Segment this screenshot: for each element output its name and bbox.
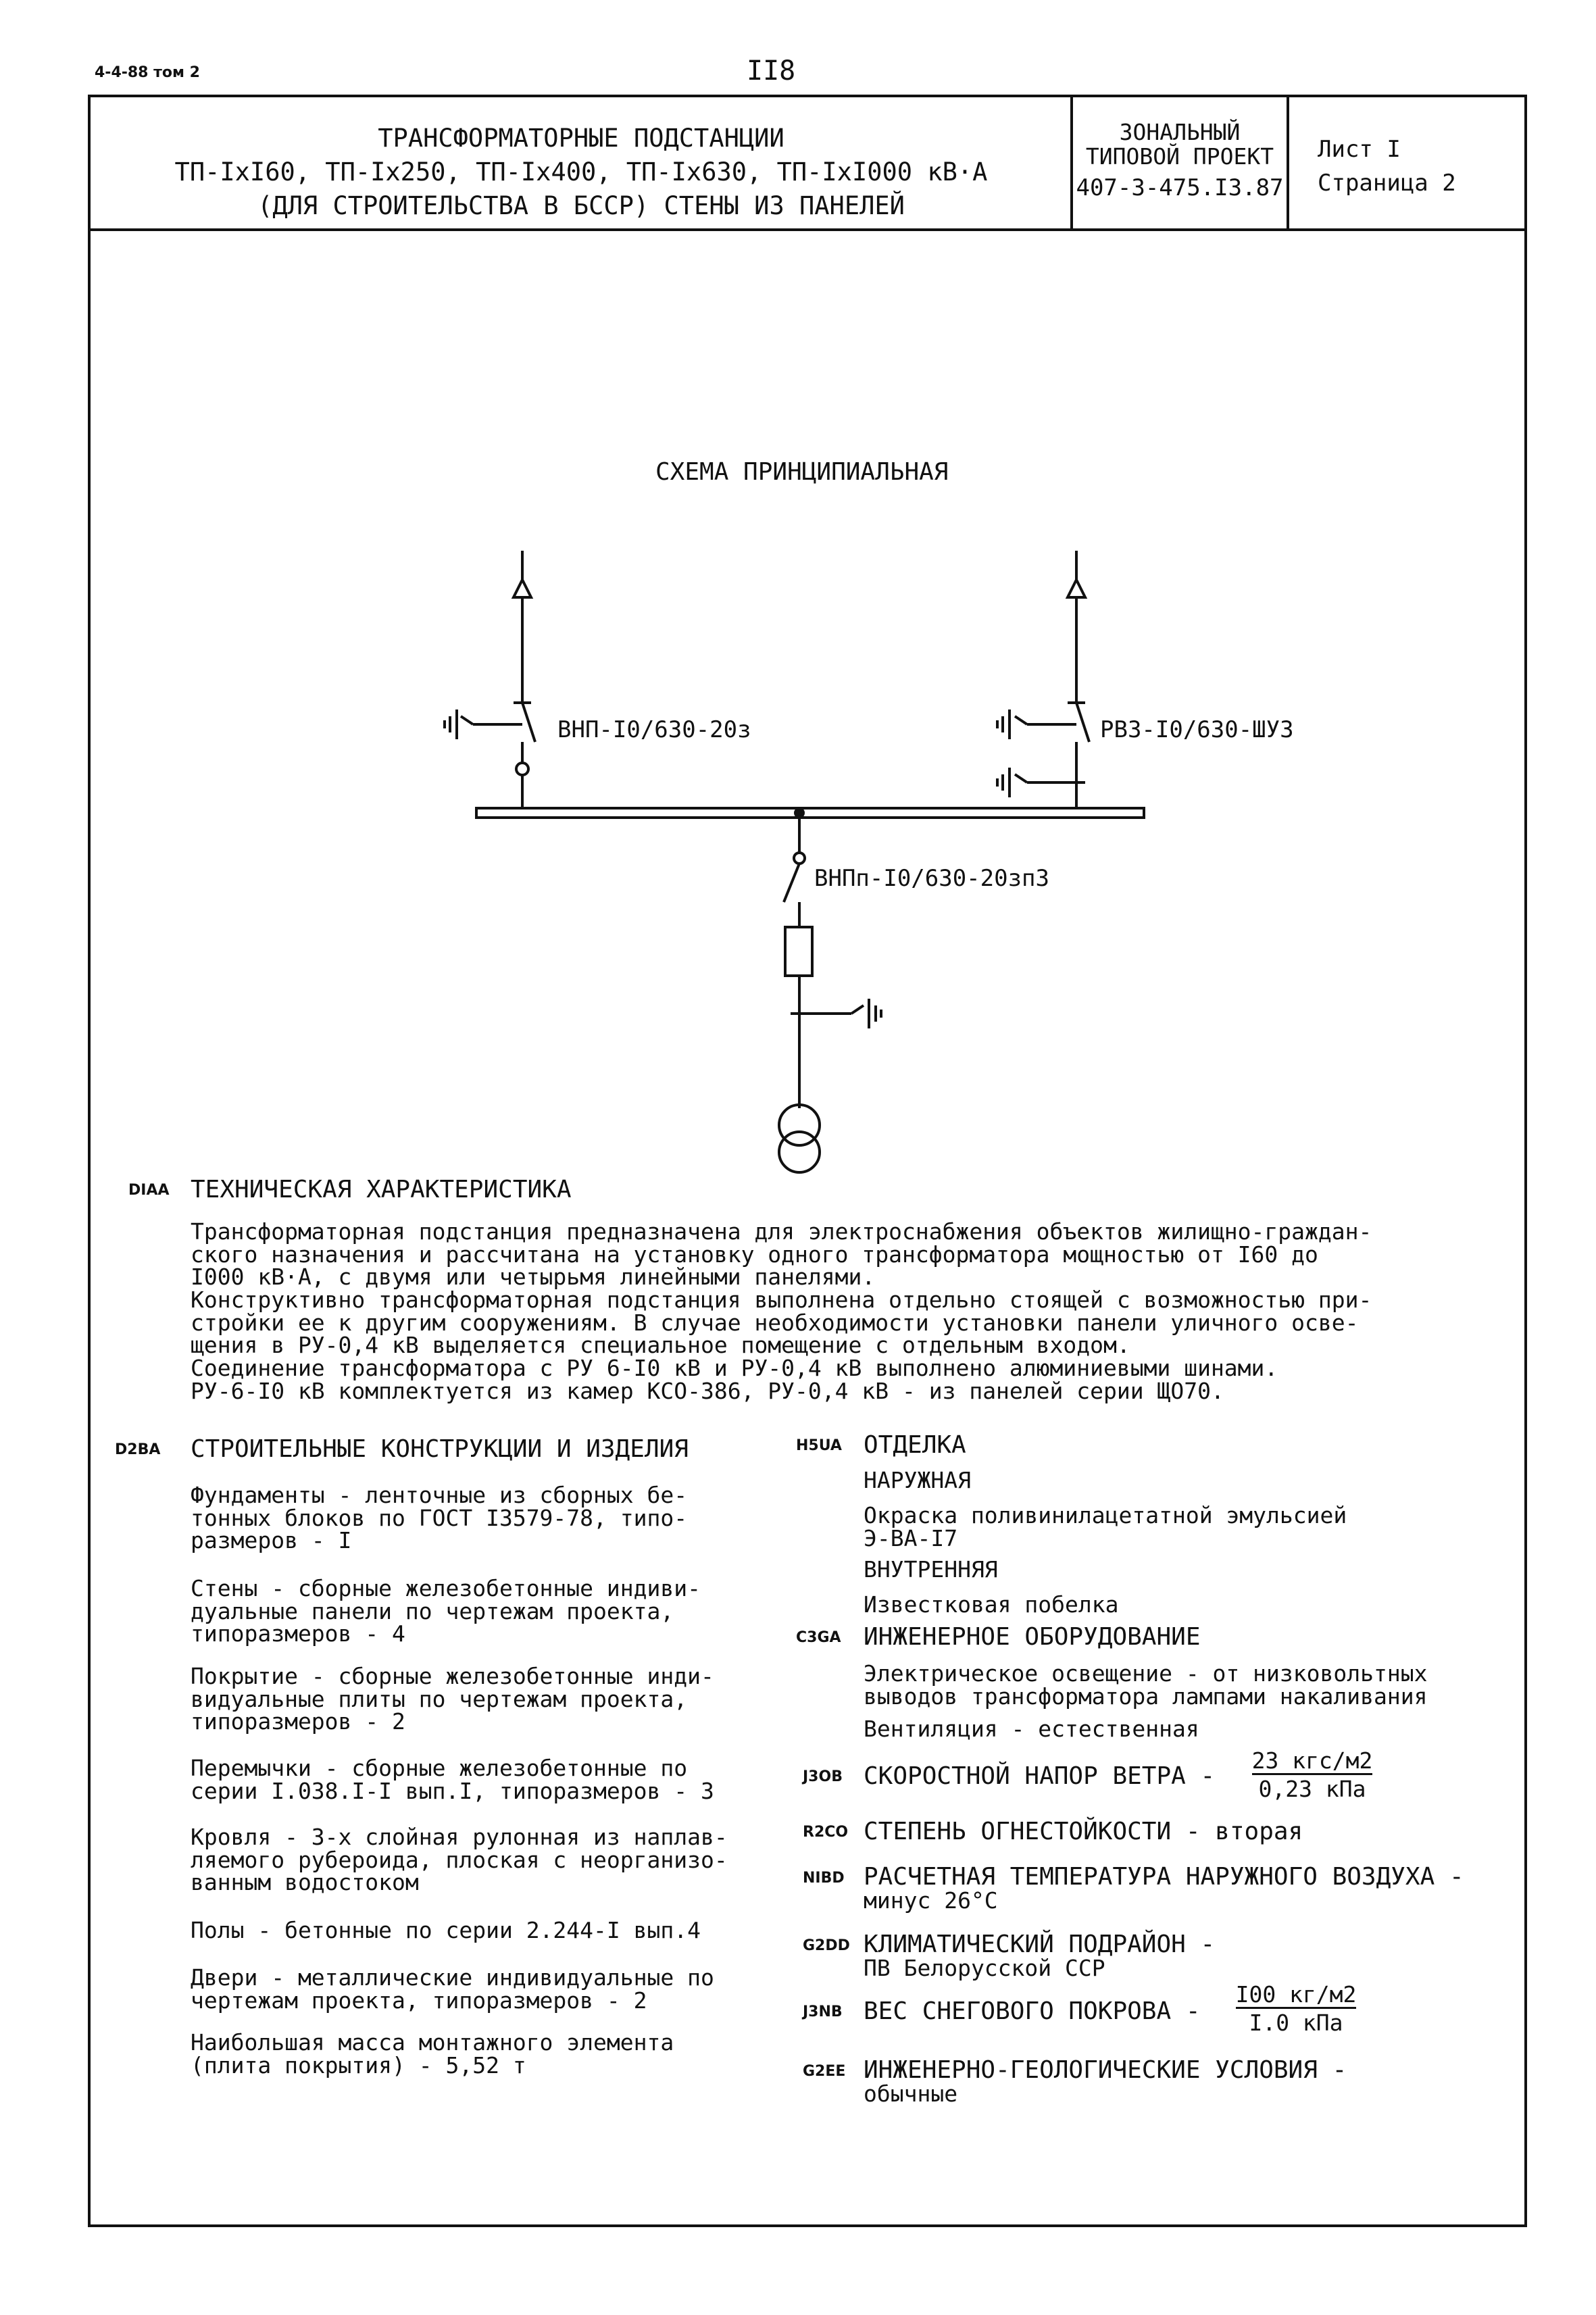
finish-heading: ОТДЕЛКА: [864, 1431, 966, 1459]
temp-code: NIBD: [803, 1870, 845, 1887]
construct-line: ляемого рубероида, плоская с неорганизо-: [191, 1846, 728, 1873]
tech-heading: ТЕХНИЧЕСКАЯ ХАРАКТЕРИСТИКА: [191, 1176, 572, 1203]
construct-line: типоразмеров - 4: [191, 1620, 405, 1647]
right-feeder: [997, 551, 1089, 808]
project-code: 407-3-475.I3.87: [1076, 174, 1284, 201]
construct-item-roofing: [191, 1826, 799, 1894]
snow-numerator: I00 кг/м2: [1236, 1983, 1357, 2009]
finish-code: H5UA: [796, 1437, 842, 1454]
construct-item-doors: [191, 1966, 799, 2012]
snow-value: [1228, 1983, 1364, 2035]
geo-line: обычные: [864, 2081, 958, 2107]
construct-line: Наибольшая масса монтажного элемента: [191, 2029, 674, 2056]
construct-line: Полы - бетонные по серии 2.244-I вып.4: [191, 1917, 701, 1943]
title-line-1: ТРАНСФОРМАТОРНЫЕ ПОДСТАНЦИИ: [378, 124, 784, 153]
fire-code: R2CO: [803, 1824, 849, 1841]
label-right-switch: РВЗ-I0/630-ШУЗ: [1100, 716, 1294, 743]
left-switch-blade: [522, 703, 535, 742]
label-left-switch: ВНП-I0/630-20з: [557, 716, 751, 743]
construct-line: серии I.038.I-I вып.I, типоразмеров - 3: [191, 1777, 714, 1804]
geo-code: G2EE: [803, 2063, 846, 2080]
construct-heading: СТРОИТЕЛЬНЫЕ КОНСТРУКЦИИ И ИЗДЕЛИЯ: [191, 1435, 689, 1463]
tech-line: Трансформаторная подстанция предназначена для электроснабжения объектов жилищно-граждан-: [191, 1218, 1372, 1245]
project-line-1: ЗОНАЛЬНЫЙ: [1119, 119, 1241, 145]
right-arrow-icon: [1068, 580, 1085, 597]
fire-resistance: СТЕПЕНЬ ОГНЕСТОЙКОСТИ - вторая: [864, 1818, 1303, 1845]
construct-line: типоразмеров - 2: [191, 1708, 405, 1735]
construct-code: D2BA: [115, 1441, 161, 1458]
construct-line: Стены - сборные железобетонные индиви-: [191, 1575, 701, 1601]
page-indicator: Страница 2: [1318, 170, 1456, 197]
tech-line: Соединение трансформатора с РУ 6-I0 кВ и РУ-0,4 кВ выполнено алюминиевыми шинами.: [191, 1354, 1278, 1381]
tech-code: DIAA: [128, 1182, 170, 1199]
finish-inner-text: Известковая побелка: [864, 1591, 1119, 1618]
label-bottom-switch: ВНПп-I0/630-20зпЗ: [814, 865, 1049, 892]
fuse-icon: [785, 927, 812, 976]
tech-line: щения в РУ-0,4 кВ выделяется специальное помещение с отдельным входом.: [191, 1332, 1130, 1359]
finish-outer-heading: НАРУЖНАЯ: [864, 1467, 971, 1493]
climate-line: ПВ Белорусской ССР: [864, 1955, 1105, 1981]
climate-subregion: [864, 1933, 1215, 1979]
wind-denominator: 0,23 кПа: [1258, 1776, 1366, 1803]
construct-line: тонных блоков по ГОСТ I3579-78, типо-: [191, 1504, 688, 1531]
equip-code: C3GA: [796, 1629, 841, 1646]
construct-line: Фундаменты - ленточные из сборных бе-: [191, 1482, 688, 1508]
construct-line: дуальные панели по чертежам проекта,: [191, 1597, 674, 1624]
title-line-3: (ДЛЯ СТРОИТЕЛЬСТВА В БССР) СТЕНЫ ИЗ ПАНЕЛЕЙ: [257, 191, 905, 220]
snow-label: ВЕС СНЕГОВОГО ПОКРОВА -: [864, 1997, 1201, 2025]
tech-line: стройки ее к другим сооружениям. В случае необходимости установки панели уличного осве-: [191, 1309, 1359, 1336]
left-arrow-icon: [514, 580, 531, 597]
equip-line: Электрическое освещение - от низковольтных: [864, 1660, 1428, 1687]
snow-code: J3NB: [803, 2003, 843, 2020]
tech-line: I000 кВ·А, с двумя или четырьмя линейными панелями.: [191, 1264, 876, 1291]
climate-line: КЛИМАТИЧЕСКИЙ ПОДРАЙОН -: [864, 1931, 1216, 1958]
busbar: [476, 808, 1144, 818]
construct-line: чертежам проекта, типоразмеров - 2: [191, 1987, 647, 2014]
schema-title: СХЕМА ПРИНЦИПИАЛЬНАЯ: [655, 458, 949, 486]
tech-line: РУ-6-I0 кВ комплектуется из камер КСО-386, РУ-0,4 кВ - из панелей серии ЩО70.: [191, 1377, 1224, 1404]
temp-line: РАСЧЕТНАЯ ТЕМПЕРАТУРА НАРУЖНОГО ВОЗДУХА -: [864, 1863, 1464, 1891]
wind-label: СКОРОСТНОЙ НАПОР ВЕТРА -: [864, 1762, 1216, 1790]
wind-code: J3OB: [803, 1768, 843, 1785]
construct-line: Перемычки - сборные железобетонные по: [191, 1755, 688, 1781]
tech-paragraph: [191, 1220, 1515, 1402]
construct-line: Двери - металлические индивидуальные по: [191, 1964, 714, 1991]
equip-line: выводов трансформатора лампами накаливания: [864, 1683, 1428, 1710]
wind-value: [1245, 1749, 1380, 1801]
left-feeder: [445, 551, 535, 808]
construct-item-max-mass: [191, 2031, 799, 2076]
tech-line: Конструктивно трансформаторная подстанция выполнена отдельно стоящей с возможностью при-: [191, 1286, 1372, 1313]
construct-item-foundations: [191, 1484, 799, 1552]
climate-code: G2DD: [803, 1937, 850, 1954]
construct-item-floors: [191, 1919, 799, 1942]
transformer-winding-2-icon: [779, 1132, 820, 1172]
construct-line: Покрытие - сборные железобетонные инди-: [191, 1663, 714, 1689]
construct-line: видуальные плиты по чертежам проекта,: [191, 1685, 688, 1712]
design-temperature: [864, 1865, 1464, 1912]
finish-outer-text: [864, 1504, 1347, 1549]
construct-item-roof-slabs: [191, 1665, 799, 1733]
project-line-2: ТИПОВОЙ ПРОЕКТ: [1085, 143, 1274, 170]
equip-heading: ИНЖЕНЕРНОЕ ОБОРУДОВАНИЕ: [864, 1623, 1201, 1651]
page-number: II8: [747, 55, 796, 86]
construct-line: Кровля - 3-х слойная рулонная из наплав-: [191, 1824, 728, 1850]
construct-line: (плита покрытия) - 5,52 т: [191, 2051, 526, 2078]
volume-label: 4-4-88 том 2: [95, 64, 200, 81]
title-line-2: ТП-IxI60, ТП-Ix250, ТП-Ix400, ТП-Ix630, ТП-IxI000 кВ·А: [174, 157, 988, 186]
left-contact-icon: [516, 763, 528, 775]
finish-outer-line: Окраска поливинилацетатной эмульсией: [864, 1502, 1347, 1528]
finish-outer-line: Э-ВА-I7: [864, 1524, 958, 1551]
geo-line: ИНЖЕНЕРНО-ГЕОЛОГИЧЕСКИЕ УСЛОВИЯ -: [864, 2056, 1347, 2084]
construct-item-walls: [191, 1577, 799, 1645]
sheet-number: Лист I: [1318, 136, 1401, 163]
snow-denominator: I.0 кПа: [1249, 2010, 1343, 2037]
construct-item-lintels: [191, 1757, 799, 1802]
construct-line: размеров - I: [191, 1527, 352, 1554]
finish-inner-heading: ВНУТРЕННЯЯ: [864, 1556, 998, 1583]
construct-line: ванным водостоком: [191, 1869, 419, 1896]
equip-lighting: [864, 1662, 1427, 1708]
wind-numerator: 23 кгс/м2: [1252, 1749, 1373, 1775]
temp-line: минус 26°С: [864, 1887, 998, 1914]
equip-ventilation: Вентиляция - естественная: [864, 1716, 1199, 1742]
tech-line: ского назначения и рассчитана на установку одного трансформатора мощностью от I60 до: [191, 1241, 1318, 1268]
geo-conditions: [864, 2058, 1347, 2105]
